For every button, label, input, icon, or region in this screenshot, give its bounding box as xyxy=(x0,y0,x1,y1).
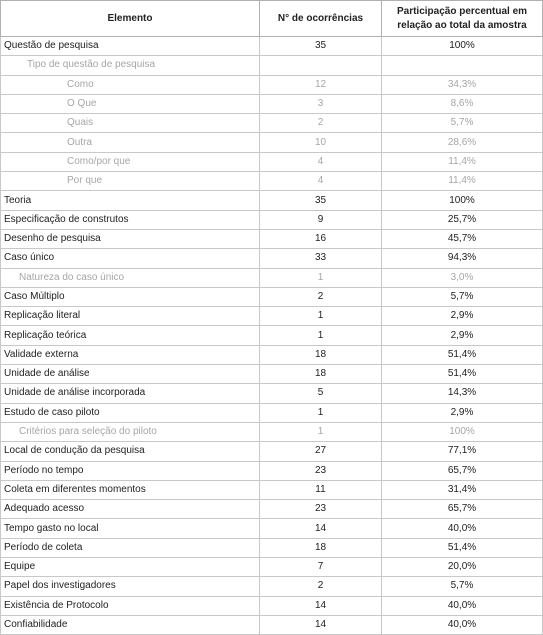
row-element-label: Especificação de construtos xyxy=(1,210,260,229)
row-occurrence-count: 2 xyxy=(260,287,382,306)
table-row xyxy=(1,191,543,210)
row-element-label: Período de coleta xyxy=(1,538,260,557)
table-row xyxy=(1,287,543,306)
table-row xyxy=(1,307,543,326)
table-row xyxy=(1,615,543,634)
row-participation-percent: 5,7% xyxy=(382,577,543,596)
table-row xyxy=(1,480,543,499)
row-participation-percent: 51,4% xyxy=(382,538,543,557)
row-occurrence-count: 7 xyxy=(260,558,382,577)
row-occurrence-count: 5 xyxy=(260,384,382,403)
table-row xyxy=(1,422,543,441)
row-element-label: Caso único xyxy=(1,249,260,268)
row-element-label: Por que xyxy=(1,172,260,191)
row-participation-percent: 100% xyxy=(382,422,543,441)
row-element-label: O Que xyxy=(1,94,260,113)
row-occurrence-count: 12 xyxy=(260,75,382,94)
row-element-label: Critérios para seleção do piloto xyxy=(1,422,260,441)
table-row xyxy=(1,37,543,56)
row-occurrence-count: 14 xyxy=(260,519,382,538)
row-occurrence-count: 14 xyxy=(260,596,382,615)
row-occurrence-count: 23 xyxy=(260,461,382,480)
row-participation-percent: 51,4% xyxy=(382,345,543,364)
table-row xyxy=(1,172,543,191)
row-occurrence-count: 16 xyxy=(260,229,382,248)
row-element-label: Confiabilidade xyxy=(1,615,260,634)
table-row xyxy=(1,461,543,480)
table-header-row xyxy=(1,1,543,37)
row-element-label: Estudo de caso piloto xyxy=(1,403,260,422)
row-participation-percent: 100% xyxy=(382,37,543,56)
row-element-label: Natureza do caso único xyxy=(1,268,260,287)
table-body xyxy=(1,37,543,635)
table-row xyxy=(1,384,543,403)
row-occurrence-count: 2 xyxy=(260,114,382,133)
row-participation-percent: 28,6% xyxy=(382,133,543,152)
row-participation-percent: 2,9% xyxy=(382,307,543,326)
row-occurrence-count: 2 xyxy=(260,577,382,596)
table-row xyxy=(1,365,543,384)
row-element-label: Teoria xyxy=(1,191,260,210)
row-occurrence-count: 11 xyxy=(260,480,382,499)
table-row xyxy=(1,345,543,364)
row-element-label: Validade externa xyxy=(1,345,260,364)
row-occurrence-count: 3 xyxy=(260,94,382,113)
row-element-label: Desenho de pesquisa xyxy=(1,229,260,248)
row-participation-percent: 11,4% xyxy=(382,152,543,171)
row-element-label: Coleta em diferentes momentos xyxy=(1,480,260,499)
table-row xyxy=(1,538,543,557)
row-participation-percent: 5,7% xyxy=(382,114,543,133)
row-element-label: Quais xyxy=(1,114,260,133)
row-occurrence-count: 9 xyxy=(260,210,382,229)
row-participation-percent: 8,6% xyxy=(382,94,543,113)
row-element-label: Equipe xyxy=(1,558,260,577)
row-participation-percent: 34,3% xyxy=(382,75,543,94)
row-element-label: Como/por que xyxy=(1,152,260,171)
header-element: Elemento xyxy=(1,1,260,37)
row-occurrence-count: 35 xyxy=(260,37,382,56)
row-participation-percent: 77,1% xyxy=(382,442,543,461)
row-element-label: Unidade de análise xyxy=(1,365,260,384)
row-occurrence-count: 10 xyxy=(260,133,382,152)
row-occurrence-count: 1 xyxy=(260,268,382,287)
row-occurrence-count: 23 xyxy=(260,500,382,519)
table-row xyxy=(1,596,543,615)
row-element-label: Caso Múltiplo xyxy=(1,287,260,306)
header-occurrences: N° de ocorrências xyxy=(260,1,382,37)
row-element-label: Papel dos investigadores xyxy=(1,577,260,596)
row-participation-percent: 65,7% xyxy=(382,461,543,480)
row-participation-percent xyxy=(382,56,543,75)
table-row xyxy=(1,577,543,596)
row-element-label: Replicação literal xyxy=(1,307,260,326)
row-occurrence-count: 14 xyxy=(260,615,382,634)
row-occurrence-count: 27 xyxy=(260,442,382,461)
row-participation-percent: 2,9% xyxy=(382,326,543,345)
row-element-label: Tempo gasto no local xyxy=(1,519,260,538)
row-occurrence-count: 18 xyxy=(260,365,382,384)
table-row xyxy=(1,403,543,422)
table-row xyxy=(1,519,543,538)
row-participation-percent: 2,9% xyxy=(382,403,543,422)
row-participation-percent: 40,0% xyxy=(382,615,543,634)
row-element-label: Período no tempo xyxy=(1,461,260,480)
table-row xyxy=(1,229,543,248)
table-row xyxy=(1,152,543,171)
table-row xyxy=(1,500,543,519)
row-occurrence-count: 33 xyxy=(260,249,382,268)
row-occurrence-count: 4 xyxy=(260,152,382,171)
row-participation-percent: 40,0% xyxy=(382,596,543,615)
row-element-label: Tipo de questão de pesquisa xyxy=(1,56,260,75)
table-row xyxy=(1,56,543,75)
row-element-label: Como xyxy=(1,75,260,94)
row-participation-percent: 3,0% xyxy=(382,268,543,287)
row-participation-percent: 40,0% xyxy=(382,519,543,538)
row-participation-percent: 31,4% xyxy=(382,480,543,499)
row-element-label: Unidade de análise incorporada xyxy=(1,384,260,403)
row-participation-percent: 51,4% xyxy=(382,365,543,384)
row-participation-percent: 25,7% xyxy=(382,210,543,229)
row-element-label: Outra xyxy=(1,133,260,152)
table-row xyxy=(1,94,543,113)
row-element-label: Replicação teórica xyxy=(1,326,260,345)
table-row xyxy=(1,442,543,461)
row-participation-percent: 94,3% xyxy=(382,249,543,268)
table-row xyxy=(1,114,543,133)
row-occurrence-count: 18 xyxy=(260,345,382,364)
row-occurrence-count: 18 xyxy=(260,538,382,557)
row-element-label: Questão de pesquisa xyxy=(1,37,260,56)
row-occurrence-count xyxy=(260,56,382,75)
row-occurrence-count: 35 xyxy=(260,191,382,210)
row-occurrence-count: 1 xyxy=(260,403,382,422)
table-row xyxy=(1,210,543,229)
row-occurrence-count: 1 xyxy=(260,326,382,345)
row-participation-percent: 14,3% xyxy=(382,384,543,403)
table-row xyxy=(1,558,543,577)
table-row xyxy=(1,268,543,287)
row-participation-percent: 20,0% xyxy=(382,558,543,577)
table-row xyxy=(1,326,543,345)
row-occurrence-count: 1 xyxy=(260,422,382,441)
row-participation-percent: 11,4% xyxy=(382,172,543,191)
row-element-label: Adequado acesso xyxy=(1,500,260,519)
row-participation-percent: 5,7% xyxy=(382,287,543,306)
row-participation-percent: 100% xyxy=(382,191,543,210)
row-occurrence-count: 1 xyxy=(260,307,382,326)
table-row xyxy=(1,249,543,268)
table-row xyxy=(1,133,543,152)
row-element-label: Local de condução da pesquisa xyxy=(1,442,260,461)
header-participation: Participação percentual em relação ao total da amostra xyxy=(382,1,543,37)
row-occurrence-count: 4 xyxy=(260,172,382,191)
row-element-label: Existência de Protocolo xyxy=(1,596,260,615)
row-participation-percent: 65,7% xyxy=(382,500,543,519)
row-participation-percent: 45,7% xyxy=(382,229,543,248)
table-row xyxy=(1,75,543,94)
